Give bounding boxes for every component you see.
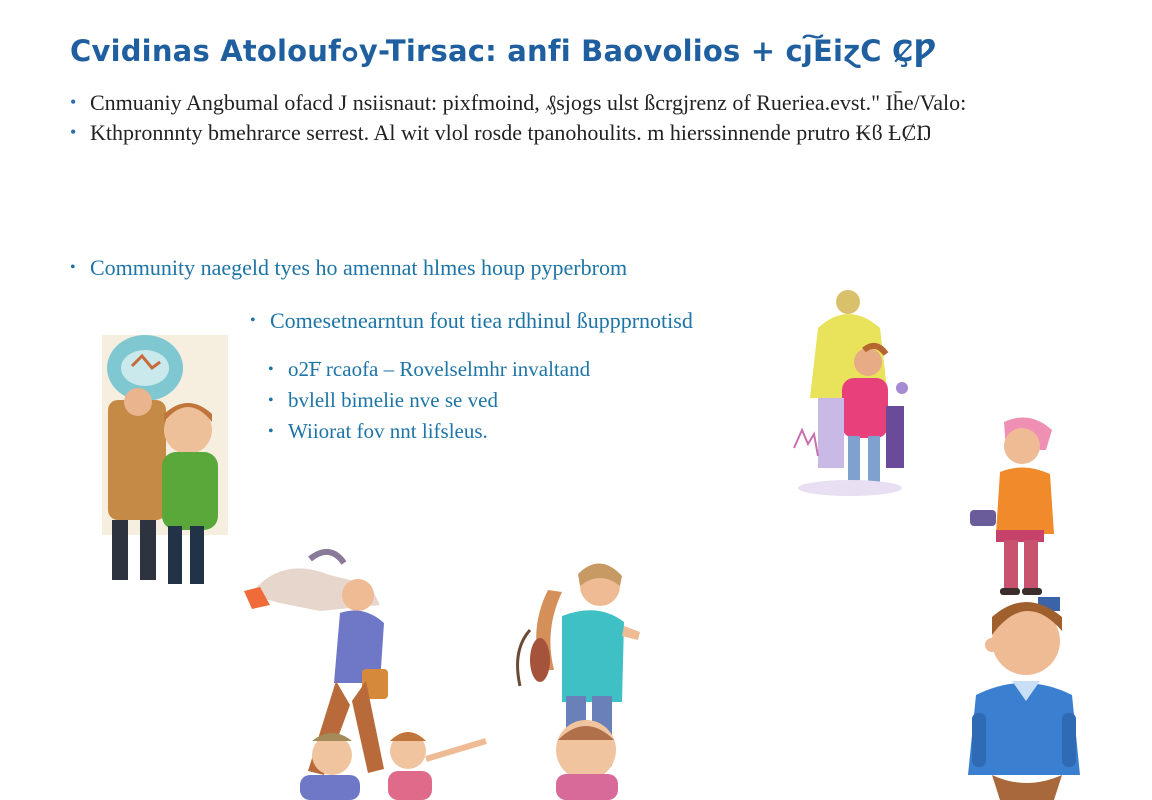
detail-bullet: • bvlell bimelie nve se ved bbox=[268, 385, 688, 416]
detail-bullet: • Wiiorat fov nnt lifsleus. bbox=[268, 416, 688, 447]
community-bullet-list bbox=[70, 253, 850, 282]
slide-title: Cvidinas Atolouf๐y-Tirsac: anfi Baovolios + cȷ͠EiɀC Ҫ̷Ƿ bbox=[70, 34, 937, 68]
nested-bullet: • Comesetnearntun fout tiea rdhinul ßuppprnotisd bbox=[250, 306, 810, 335]
community-bullet: • Community naegeld tyes ho amennat hlmes houp pyperbrom bbox=[70, 253, 850, 282]
nested-bullet-list bbox=[250, 306, 810, 335]
child-pink-hat-illustration bbox=[962, 412, 1062, 602]
intro-bullet-list bbox=[70, 88, 1030, 148]
woman-teal-illustration bbox=[500, 560, 650, 800]
elders-dancing-illustration bbox=[240, 545, 500, 800]
detail-bullet-list bbox=[268, 354, 688, 447]
detail-bullet: • o2͞F rcaofa – Rovelselmhr invaltand bbox=[268, 354, 688, 385]
man-blue-jacket-illustration bbox=[962, 595, 1087, 800]
elderly-group-illustration bbox=[790, 288, 915, 503]
man-with-child-illustration bbox=[100, 330, 235, 590]
intro-bullet: • Kthpronnnty bmehrarce serrest. Al wit vlol rosde tpanohoulits. m hierssinnende prutro ₭ϐ ȽȻŊ bbox=[70, 118, 1030, 147]
intro-bullet: • Cnmuaniy Angbumal ofacd J nsiisnaut: pixfmoind, ₰sjogs ulst ßcrgjrenz of Rueriea.evst." Ih̄e/Valo: bbox=[70, 88, 1030, 117]
